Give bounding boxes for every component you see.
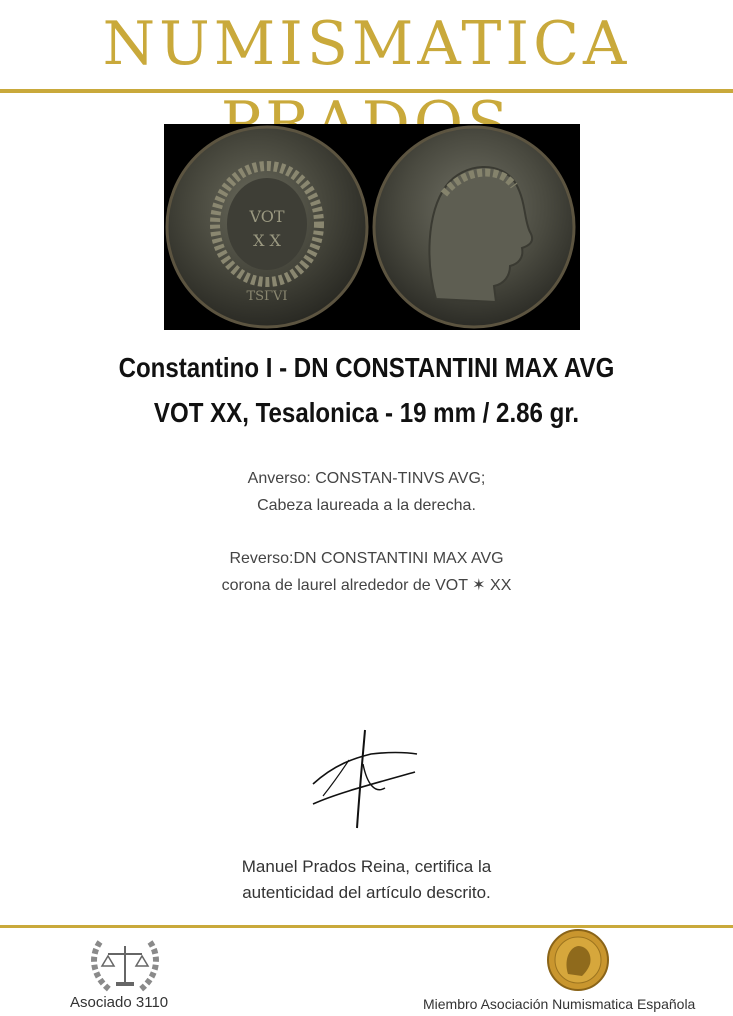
svg-text:X X: X X — [253, 231, 281, 250]
coin-reverse — [167, 127, 367, 327]
associate-label: Asociado 3110 — [70, 994, 169, 1011]
coin-title-line2: VOT XX, Tesalonica - 19 mm / 2.86 gr. — [153, 397, 580, 428]
obverse-label: Anverso: CONSTAN-TINVS AVG; — [247, 470, 486, 487]
association-label: Miembro Asociación Numismatica Española — [423, 996, 696, 1012]
obverse-description: Cabeza laureada a la derecha. — [257, 497, 476, 514]
certification-line1: Manuel Prados Reina, certifica la — [241, 857, 492, 876]
coin-illustration — [164, 124, 580, 330]
header-divider — [0, 89, 733, 93]
svg-text:VOT: VOT — [249, 207, 285, 226]
svg-text:TSΓVI: TSΓVI — [246, 289, 288, 304]
certification-text — [0, 854, 733, 906]
coin-obverse — [374, 127, 574, 327]
brand-title: NUMISMATICA — [102, 9, 631, 79]
certification-line2: autenticidad del artículo descrito. — [242, 883, 491, 902]
association-coin-icon — [546, 928, 610, 992]
coin-photo — [164, 124, 580, 330]
coin-title-line1: Constantino I - DN CONSTANTINI MAX AVG — [118, 352, 615, 383]
reverse-label: Reverso:DN CONSTANTINI MAX AVG — [229, 550, 504, 567]
scales-laurel-icon — [86, 932, 164, 998]
footer-divider — [0, 925, 733, 928]
reverse-description: corona de laurel alrededor de VOT ✶ XX — [221, 577, 512, 594]
signature — [305, 724, 425, 836]
